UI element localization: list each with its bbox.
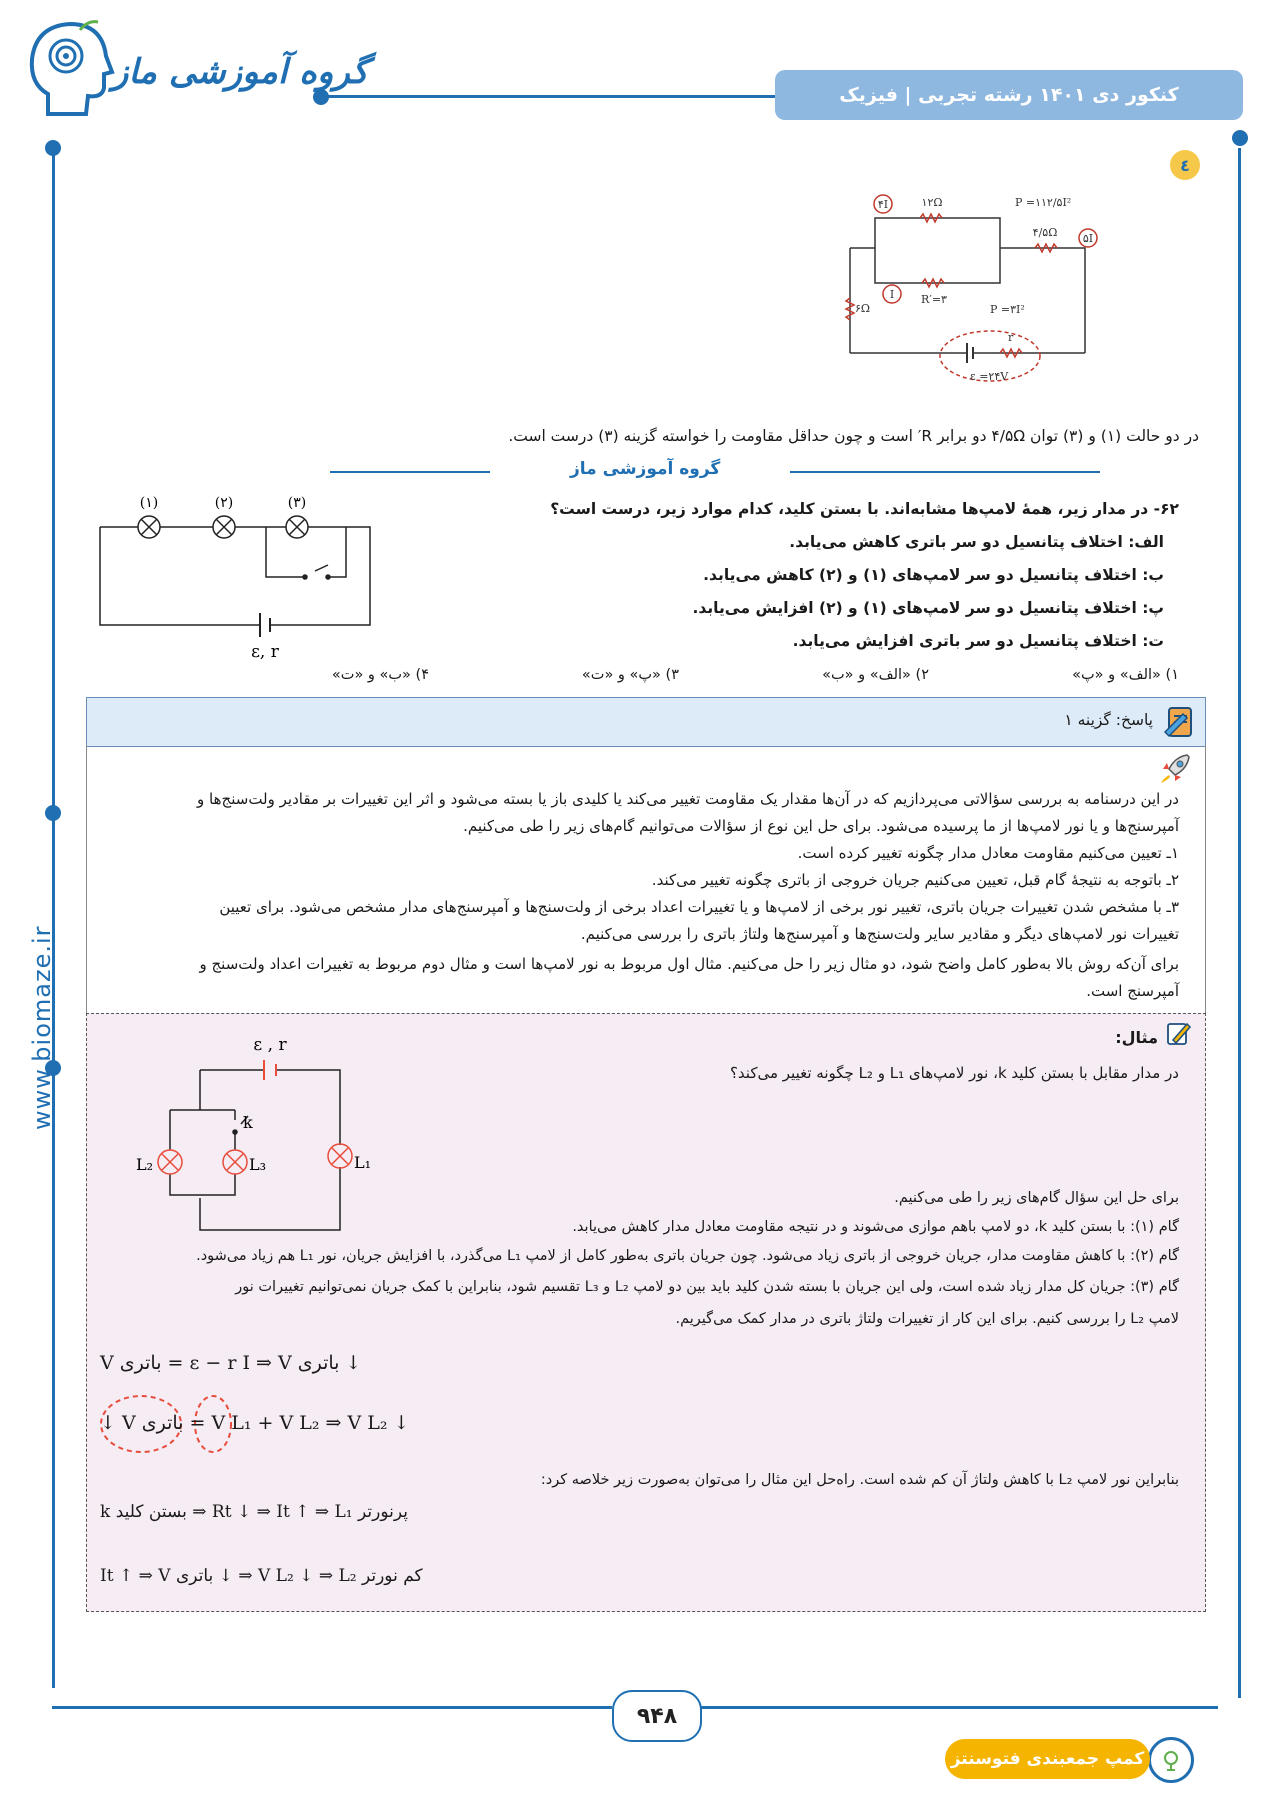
lamp-label: L₂ — [136, 1155, 154, 1174]
frame-dot — [45, 805, 61, 821]
lamp-label: L₃ — [249, 1155, 267, 1174]
example-step: گام (۳): جریان کل مدار زیاد شده است، ولی این جریان با بسته شدن کلید باید بین دو لامپ L₂ و L₃ تقسیم شود، بنابراین با کمک جریان نمی‌توانیم تغییرات نور — [235, 1279, 1179, 1295]
svg-text:P =۱۱۲/۵I²: P =۱۱۲/۵I² — [1015, 196, 1072, 209]
brand-head-logo — [18, 14, 118, 124]
svg-text:I: I — [889, 288, 895, 301]
example-title: مثال: — [1115, 1028, 1158, 1047]
question-item: ت: اختلاف پتانسیل دو سر باتری افزایش می‌یابد. — [792, 632, 1164, 650]
option-3[interactable]: ۳) «پ» و «ت» — [581, 667, 679, 683]
example-circuit-diagram — [136, 1020, 400, 1250]
header-title: کنکور دی ۱۴۰۱ رشته تجربی | فیزیک — [839, 84, 1179, 106]
question-stem — [550, 500, 1179, 518]
divider-line-right — [790, 471, 1100, 473]
explanation-line: آمپرسنج است. — [1086, 982, 1179, 1000]
footer-badge: کمپ جمعبندی فتوسنتز — [945, 1739, 1150, 1779]
question-item: پ: اختلاف پتانسیل دو سر لامپ‌های (۱) و (۲) افزایش می‌یابد. — [692, 599, 1164, 617]
divider-label: گروه آموزشی ماز — [570, 459, 721, 479]
example-step: برای حل این سؤال گام‌های زیر را طی می‌کنیم. — [894, 1190, 1179, 1206]
explanation-line: در این درسنامه به بررسی سؤالاتی می‌پردازیم که در آن‌ها مقدار یک مقاومت تغییر می‌کند یا کلیدی باز یا بسته می‌شود و اثر این تغییرات بر مقادیر ولت‌سنج‌ها و — [197, 790, 1179, 808]
svg-text:P =۳I²: P =۳I² — [990, 303, 1025, 316]
lamp-label: (۲) — [214, 495, 234, 511]
svg-text:r: r — [1008, 331, 1014, 344]
question-stem-text: در مدار زیر، همهٔ لامپ‌ها مشابه‌اند. با بستن کلید، کدام موارد زیر، درست است؟ — [550, 500, 1149, 518]
question-number: ۶۲- — [1153, 500, 1179, 518]
explanation-line: تغییرات نور لامپ‌های دیگر و مقادیر سایر ولت‌سنج‌ها و آمپرسنج‌ها ولتاژ باتری را بررسی می‌کنیم. — [580, 925, 1179, 943]
svg-text:۴/۵Ω: ۴/۵Ω — [1032, 226, 1058, 239]
question-circuit-diagram — [90, 485, 380, 665]
svg-text:R′=۳: R′=۳ — [921, 293, 947, 306]
example-step: گام (۲): با کاهش مقاومت مدار، جریان خروجی از باتری زیاد می‌شود. چون جریان باتری به‌طور کامل از لامپ L₁ می‌گذرد، با افزایش جریان، نور L₁ هم زیاد می‌شود. — [196, 1248, 1179, 1264]
summary-line-1: k بستن کلید ⇒ Rt ↓ ⇒ It ↑ ⇒ L₁ پرنورتر — [100, 1502, 408, 1522]
question-item: الف: اختلاف پتانسیل دو سر باتری کاهش می‌یابد. — [789, 533, 1164, 551]
plant-icon — [1159, 1748, 1183, 1772]
svg-text:ε =۲۴V: ε =۲۴V — [970, 370, 1009, 383]
svg-text:۵I: ۵I — [1082, 232, 1094, 245]
example-conclusion: بنابراین نور لامپ L₂ با کاهش ولتاژ آن کم شده است. راه‌حل این مثال را می‌توان به‌صورت زیر خلاصه کرد: — [540, 1472, 1179, 1488]
notebook-icon — [1161, 704, 1197, 740]
option-badge — [1170, 150, 1200, 180]
page-number: ۹۴۸ — [612, 1690, 702, 1742]
option-badge-text: ٤ — [1180, 155, 1190, 175]
example-question: در مدار مقابل با بستن کلید k، نور لامپ‌های L₁ و L₂ چگونه تغییر می‌کند؟ — [729, 1064, 1179, 1082]
example-step: لامپ L₂ را بررسی کنیم. برای این کار از تغییرات ولتاژ باتری در مدار کمک می‌گیریم. — [675, 1311, 1179, 1327]
brand-logo-text: گروه آموزشی ماز — [112, 52, 369, 92]
lamp-label: L₁ — [354, 1153, 372, 1172]
answer-box — [86, 697, 1206, 747]
lamp-label: (۱) — [139, 495, 159, 511]
pen-paper-icon — [1163, 1018, 1193, 1048]
equation-2: ↓ V باتری = V L₁ + V L₂ ⇒ V L₂ ↓ — [100, 1412, 410, 1434]
footer-icon — [1148, 1737, 1194, 1783]
prev-conclusion: در دو حالت (۱) و (۳) توان ۴/۵Ω دو برابر R′ است و چون حداقل مقاومت را خواسته گزینه (۳) درست است. — [508, 427, 1199, 445]
lamp-label: (۳) — [287, 495, 307, 511]
explanation-line: آمپرسنج‌ها و یا نور لامپ‌ها از ما پرسیده می‌شود. برای حل این نوع از سؤالات می‌توانیم گام‌های زیر را طی می‌کنیم. — [463, 817, 1179, 835]
explanation-line: برای آن‌که روش بالا به‌طور کامل واضح شود، دو مثال زیر را حل می‌کنیم. مثال اول مربوط به نور لامپ‌ها است و مثال دوم مربوط به تغییرات اعداد ولت‌سنج و — [199, 955, 1179, 973]
frame-bottom-line-left — [52, 1706, 612, 1709]
svg-text:۶Ω: ۶Ω — [855, 302, 871, 315]
frame-dot — [45, 140, 61, 156]
header-title-bar — [775, 70, 1243, 120]
svg-text:۱۲Ω: ۱۲Ω — [921, 196, 943, 209]
question-item: ب: اختلاف پتانسیل دو سر لامپ‌های (۱) و (۲) کاهش می‌یابد. — [703, 566, 1164, 584]
option-4[interactable]: ۴) «ب» و «ت» — [331, 667, 429, 683]
divider-line-left — [330, 471, 490, 473]
battery-label: ε, r — [251, 642, 279, 662]
frame-bottom-line-right — [698, 1706, 1218, 1709]
option-1[interactable]: ۱) «الف» و «پ» — [1072, 667, 1179, 683]
header-rule — [320, 95, 776, 98]
equation-1: V باتری = ε − r I ⇒ V باتری ↓ — [100, 1352, 362, 1374]
battery-label: ε , r — [253, 1035, 287, 1055]
example-step: گام (۱): با بستن کلید k، دو لامپ باهم موازی می‌شوند و در نتیجه مقاومت معادل مدار کاهش می‌یابد. — [572, 1219, 1179, 1235]
frame-left-line — [52, 148, 55, 1688]
circuit-label: ۴I — [877, 198, 889, 211]
explanation-line: ۲ـ باتوجه به نتیجهٔ گام قبل، تعیین می‌کنیم جریان خروجی از باتری چگونه تغییر می‌کند. — [651, 871, 1179, 889]
rocket-icon — [1157, 751, 1193, 787]
explanation-line: ۳ـ با مشخص شدن تغییرات جریان باتری، تغییر نور برخی از لامپ‌ها و یا تغییرات اعداد برخی از ولت‌سنج‌ها و آمپرسنج‌های مدار مشخص می‌شود. برای تعیین — [219, 898, 1179, 916]
summary-line-2: It ↑ ⇒ V باتری ↓ ⇒ V L₂ ↓ ⇒ L₂ کم نورتر — [100, 1566, 423, 1586]
prev-circuit-diagram — [840, 188, 1100, 398]
explanation-line: ۱ـ تعیین می‌کنیم مقاومت معادل مدار چگونه تغییر کرده است. — [797, 844, 1179, 862]
option-2[interactable]: ۲) «الف» و «ب» — [822, 667, 929, 683]
side-url: www.biomaze.ir — [28, 925, 56, 1130]
switch-label: k — [243, 1113, 253, 1132]
frame-dot — [1232, 130, 1248, 146]
answer-label: پاسخ: گزینه ۱ — [1064, 711, 1153, 729]
frame-right-line — [1238, 148, 1241, 1698]
